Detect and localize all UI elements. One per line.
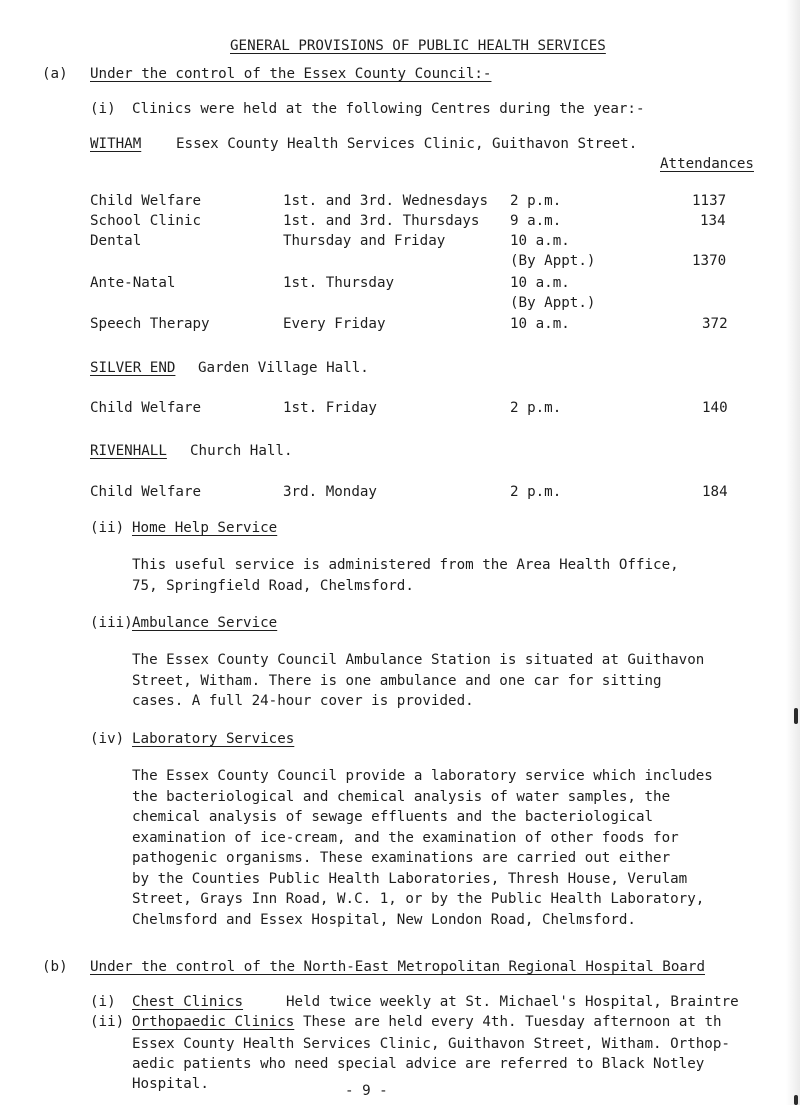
row-time-note: (By Appt.): [510, 295, 596, 311]
row-service: School Clinic: [90, 213, 202, 229]
paragraph-line: This useful service is administered from the Area Health Office,: [132, 557, 679, 573]
venue-rivenhall: Church Hall.: [190, 443, 293, 459]
row-time: 10 a.m.: [510, 233, 570, 249]
paragraph-line: Hospital.: [132, 1076, 209, 1092]
venue-witham: Essex County Health Services Clinic, Guithavon Street.: [176, 136, 638, 152]
place-silver-end: SILVER END: [90, 360, 176, 376]
page-number: - 9 -: [345, 1083, 388, 1099]
row-service: Speech Therapy: [90, 316, 210, 332]
ambulance-paragraph: [132, 650, 782, 712]
orthopaedic-paragraph: [132, 1034, 782, 1094]
row-days: Every Friday: [283, 316, 386, 332]
row-days: 1st. Friday: [283, 400, 377, 416]
scan-mark: [794, 1095, 798, 1105]
item-ii-marker: (ii): [90, 1014, 125, 1030]
item-ii-heading: Orthopaedic Clinics: [132, 1014, 295, 1030]
item-i-heading: Chest Clinics: [132, 994, 244, 1010]
row-attendances: 140: [702, 400, 728, 416]
sub-i-text: Clinics were held at the following Centres during the year:-: [132, 101, 645, 117]
sub-ii-marker: (ii): [90, 520, 125, 536]
row-days: 1st. Thursday: [283, 275, 395, 291]
sub-iii-heading: Ambulance Service: [132, 615, 278, 631]
sub-iv-marker: (iv): [90, 731, 125, 747]
paragraph-line: Chelmsford and Essex Hospital, New London Road, Chelmsford.: [132, 911, 636, 928]
row-service: Child Welfare: [90, 193, 202, 209]
item-i-text: Held twice weekly at St. Michael's Hospital, Braintre: [286, 994, 739, 1010]
row-attendances: 1370: [692, 253, 727, 269]
row-time: 2 p.m.: [510, 193, 562, 209]
paragraph-line: 75, Springfield Road, Chelmsford.: [132, 577, 414, 594]
row-attendances: 184: [702, 484, 728, 500]
sub-ii-heading: Home Help Service: [132, 520, 278, 536]
paragraph-line: Essex County Health Services Clinic, Guithavon Street, Witham. Orthop-: [132, 1036, 730, 1052]
row-time: 2 p.m.: [510, 484, 562, 500]
attendances-header: Attendances: [660, 156, 754, 172]
row-service: Ante-Natal: [90, 275, 176, 291]
row-time: 2 p.m.: [510, 400, 562, 416]
row-time: 10 a.m.: [510, 316, 570, 332]
row-time-note: (By Appt.): [510, 253, 596, 269]
paragraph-line: chemical analysis of sewage effluents and the bacteriological: [132, 809, 654, 825]
row-time: 9 a.m.: [510, 213, 562, 229]
row-days: 1st. and 3rd. Thursdays: [283, 213, 480, 229]
row-attendances: 372: [702, 316, 728, 332]
row-attendances: 134: [700, 213, 726, 229]
row-service: Child Welfare: [90, 400, 202, 416]
paragraph-line: Street, Witham. There is one ambulance and one car for sitting: [132, 672, 662, 689]
paragraph-line: The Essex County Council provide a laboratory service which includes: [132, 768, 713, 784]
paragraph-line: Street, Grays Inn Road, W.C. 1, or by the Public Health Laboratory,: [132, 891, 705, 907]
sub-iv-heading: Laboratory Services: [132, 731, 295, 747]
row-service: Child Welfare: [90, 484, 202, 500]
item-i-marker: (i): [90, 994, 116, 1010]
paragraph-line: by the Counties Public Health Laboratories, Thresh House, Verulam: [132, 870, 688, 887]
row-attendances: 1137: [692, 193, 727, 209]
section-a-heading: Under the control of the Essex County Council:-: [90, 66, 492, 82]
home-help-paragraph: [132, 555, 782, 596]
laboratory-paragraph: [132, 766, 782, 930]
paragraph-line: examination of ice-cream, and the examination of other foods for: [132, 829, 679, 846]
section-a-marker: (a): [42, 66, 68, 82]
row-service: Dental: [90, 233, 142, 249]
row-days: 3rd. Monday: [283, 484, 377, 500]
place-rivenhall: RIVENHALL: [90, 443, 167, 459]
scan-mark: [794, 708, 798, 724]
section-b-heading: Under the control of the North-East Metropolitan Regional Hospital Board: [90, 959, 705, 975]
paragraph-line: cases. A full 24-hour cover is provided.: [132, 693, 474, 709]
venue-silver-end: Garden Village Hall.: [198, 360, 369, 376]
sub-iii-marker: (iii): [90, 615, 133, 631]
row-days: 1st. and 3rd. Wednesdays: [283, 193, 488, 209]
sub-i-marker: (i): [90, 101, 116, 117]
row-time: 10 a.m.: [510, 275, 570, 291]
paragraph-line: pathogenic organisms. These examinations are carried out either: [132, 850, 671, 866]
paragraph-line: the bacteriological and chemical analysis of water samples, the: [132, 788, 671, 805]
scan-page-edge: [786, 0, 800, 1105]
item-ii-first-line: These are held every 4th. Tuesday afternoon at th: [303, 1014, 722, 1030]
page-title: GENERAL PROVISIONS OF PUBLIC HEALTH SERVICES: [230, 38, 606, 54]
place-witham: WITHAM: [90, 136, 142, 152]
row-days: Thursday and Friday: [283, 233, 446, 249]
paragraph-line: aedic patients who need special advice are referred to Black Notley: [132, 1056, 705, 1072]
paragraph-line: The Essex County Council Ambulance Station is situated at Guithavon: [132, 652, 705, 668]
section-b-marker: (b): [42, 959, 68, 975]
